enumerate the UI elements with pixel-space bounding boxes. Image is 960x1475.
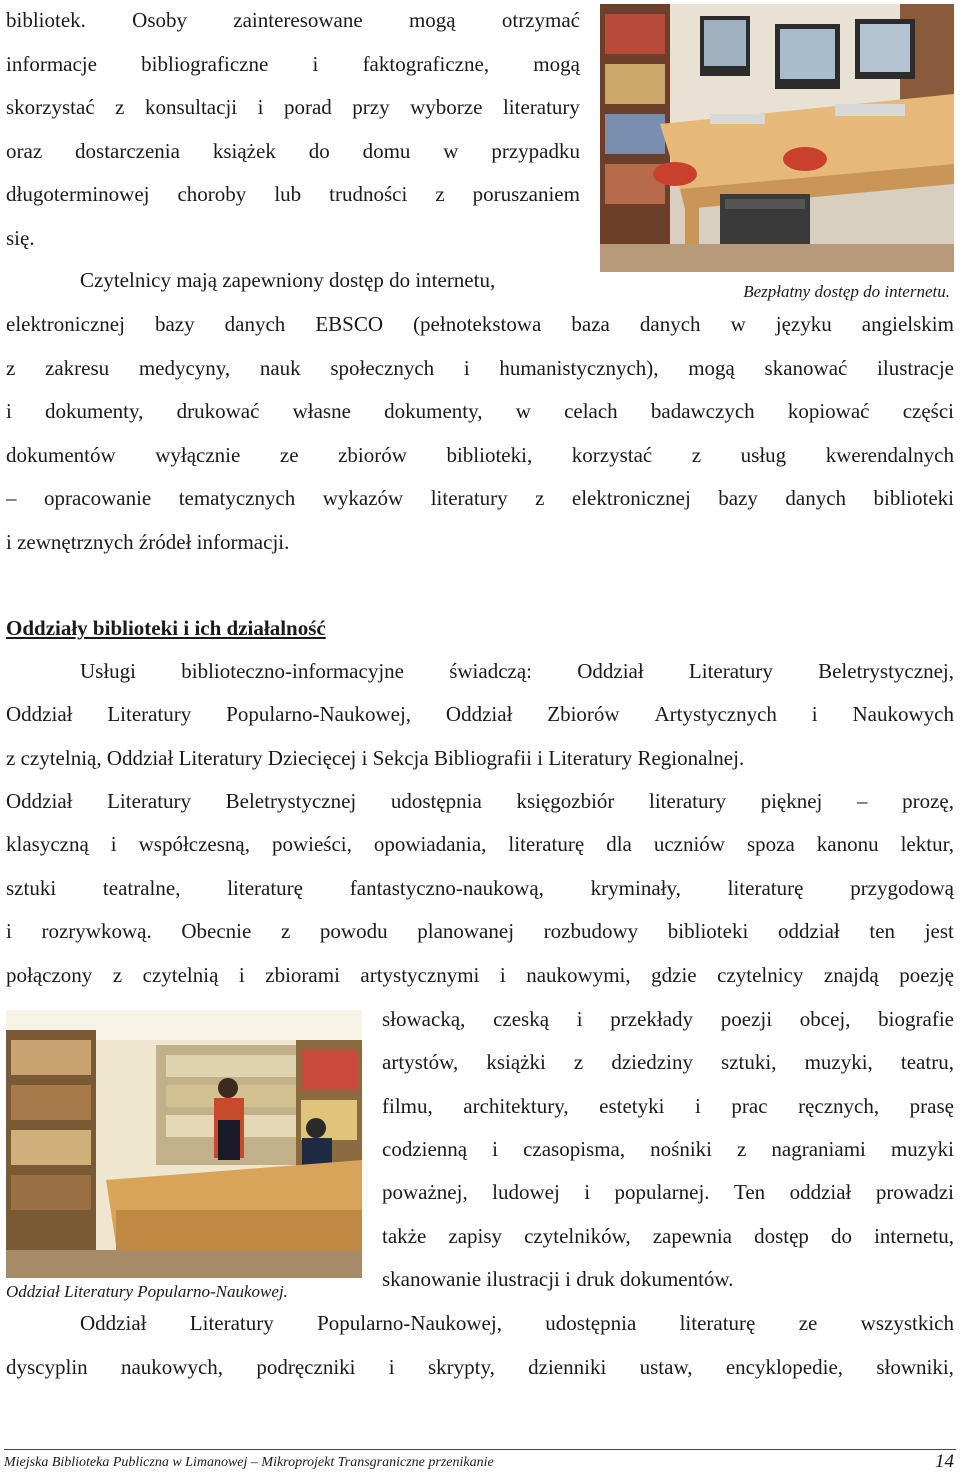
- text-line: – opracowanie tematycznych wykazów literatury z elektronicznej bazy danych biblioteki: [6, 486, 954, 510]
- text-line: skorzystać z konsultacji i porad przy wyborze literatury: [6, 95, 580, 119]
- text-line: się.: [6, 225, 35, 250]
- text-line: dyscyplin naukowych, podręczniki i skrypty, dzienniki ustaw, encyklopedie, słowniki,: [6, 1354, 954, 1379]
- photo-caption-department: Oddział Literatury Popularno-Naukowej.: [6, 1282, 288, 1301]
- footer-text: Miejska Biblioteka Publiczna w Limanowej – Mikroprojekt Transgraniczne przenikanie: [4, 1455, 494, 1470]
- text-line: Oddział Literatury Popularno-Naukowej, Oddział Zbiorów Artystycznych i Naukowych: [6, 702, 954, 727]
- text-line: Oddział Literatury Beletrystycznej udostępnia księgozbiór literatury pięknej – prozę,: [6, 789, 954, 813]
- text-line: elektronicznej bazy danych EBSCO (pełnotekstowa baza danych w języku angielskim: [6, 312, 954, 336]
- text-line: sztuki teatralne, literaturę fantastyczno-naukową, kryminały, literaturę przygodową: [6, 875, 954, 900]
- photo-caption-internet: Bezpłatny dostęp do internetu.: [743, 282, 950, 301]
- text-line: informacje bibliograficzne i faktograficzne, mogą: [6, 51, 580, 76]
- page-number: 14: [935, 1451, 954, 1472]
- paragraph-internet-intro: Czytelnicy mają zapewniony dostęp do internetu,: [80, 268, 496, 292]
- text-line: i rozrywkową. Obecnie z powodu planowanej rozbudowy biblioteki oddział ten jest: [6, 919, 954, 944]
- text-line: Usługi biblioteczno-informacyjne świadczą: Oddział Literatury Beletrystycznej,: [80, 659, 954, 683]
- text-line: artystów, książki z dziedziny sztuki, muzyki, teatru,: [382, 1050, 954, 1075]
- section-heading: Oddziały biblioteki i ich działalność: [6, 616, 326, 640]
- text-line: oraz dostarczenia książek do domu w przypadku: [6, 138, 580, 163]
- footer-rule: [4, 1449, 956, 1450]
- text-line: połączony z czytelnią i zbiorami artystycznymi i naukowymi, gdzie czytelnicy znajdą poezję: [6, 962, 954, 987]
- text-line: słowacką, czeską i przekłady poezji obcej, biografie: [382, 1007, 954, 1031]
- text-line: poważnej, ludowej i popularnej. Ten oddział prowadzi: [382, 1180, 954, 1205]
- text-line: z czytelnią, Oddział Literatury Dziecięcej i Sekcja Bibliografii i Literatury Regionalnej.: [6, 745, 745, 770]
- text-line: bibliotek. Osoby zainteresowane mogą otrzymać: [6, 8, 580, 32]
- text-line: i zewnętrznych źródeł informacji.: [6, 529, 290, 554]
- text-line: także zapisy czytelników, zapewnia dostęp do internetu,: [382, 1223, 954, 1248]
- text-line: codzienną i czasopisma, nośniki z nagraniami muzyki: [382, 1136, 954, 1161]
- text-line: dokumentów wyłącznie ze zbiorów biblioteki, korzystać z usług kwerendalnych: [6, 442, 954, 467]
- photo-library-department: [6, 1010, 362, 1278]
- photo-computer-stations: [600, 4, 954, 272]
- text-line: z zakresu medycyny, nauk społecznych i humanistycznych), mogą skanować ilustracje: [6, 355, 954, 380]
- text-line: skanowanie ilustracji i druk dokumentów.: [382, 1266, 734, 1291]
- text-line: Oddział Literatury Popularno-Naukowej, udostępnia literaturę ze wszystkich: [80, 1311, 954, 1335]
- text-line: klasyczną i współczesną, powieści, opowiadania, literaturę dla uczniów spoza kanonu lektur,: [6, 832, 954, 857]
- text-line: filmu, architektury, estetyki i prac ręcznych, prasę: [382, 1093, 954, 1118]
- text-line: i dokumenty, drukować własne dokumenty, w celach badawczych kopiować części: [6, 399, 954, 423]
- text-line: długoterminowej choroby lub trudności z poruszaniem: [6, 182, 580, 206]
